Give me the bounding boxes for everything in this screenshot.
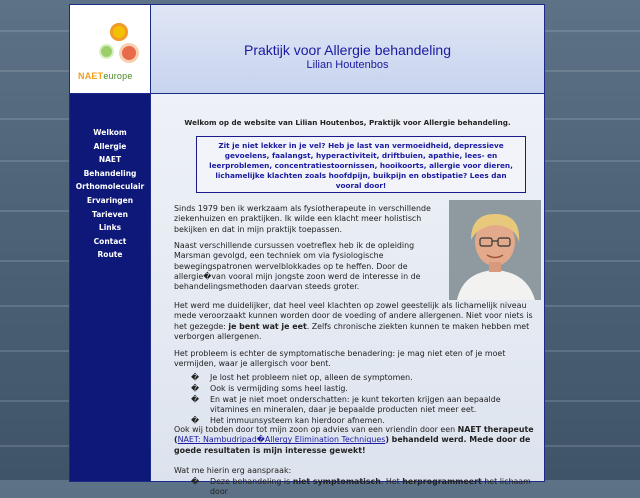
list-item-text: Je lost het probleem niet op, alleen de symptomen. (210, 373, 413, 382)
b2-bold-1: niet symptomatisch (292, 477, 381, 486)
naet-link[interactable]: NAET: Nambudripad�Allergy Elimination Techniques (177, 435, 386, 445)
logo-circle-yellow (110, 23, 128, 41)
training-paragraph: Naast verschillende cursussen voetreflex heb ik de opleiding Marsman gevolgd, een techniek om via fysiologische bewegingspatronen wervelblokkades op te heffen. Door de allergie�van vooral mijn jongste zoon werd de interesse in de behandelingsmethoden daarvan steeds groter. (174, 241, 421, 292)
naet-paragraph (174, 425, 534, 456)
nav-menu (70, 94, 150, 262)
page-title: Praktijk voor Allergie behandeling (243, 42, 451, 58)
food-text-b: . Zelfs chronische ziekten kunnen te maken hebben met verborgen allergenen. (174, 321, 530, 341)
nav-item-contact[interactable]: Contact (93, 236, 127, 246)
bullet-glyph: � (191, 416, 200, 425)
food-text-a: Het werd me duidelijker, dat heel veel klachten op zowel geestelijk als lichamelijk niveau mede veroorzaakt kunnen worden door de voeding of andere allergenen. Niet voor niets is het gezegde: (174, 301, 533, 331)
bullet-glyph: � (191, 373, 200, 382)
nav-item-allergie[interactable]: Allergie (93, 141, 127, 151)
problem-paragraph: Het probleem is echter de symptomatische benadering: je mag niet eten of je moet vermijden, waar je allergisch voor bent. (174, 349, 506, 369)
b2-text-a: Deze behandeling is (210, 477, 293, 486)
intro-paragraph: Sinds 1979 ben ik werkzaam als fysiotherapeute in verschillende ziekenhuizen en praktijken. Ik wilde een klacht meer holistisch bekijken en dat in mijn praktijk toepassen. (174, 204, 431, 234)
naet-text-b: ) behandeld werd. Mede door de goede resultaten is mijn interesse gewekt! (174, 435, 531, 455)
appeal-paragraph: Wat me hierin erg aanspraak: (174, 466, 292, 475)
logo-circle-orange (122, 46, 136, 60)
logo-circle-green (101, 46, 112, 57)
main-content (151, 94, 544, 497)
logo-brand-a: NAET (78, 71, 104, 81)
nav-item-tarieven[interactable]: Tarieven (92, 209, 128, 219)
naet-paren: ( (174, 435, 178, 445)
page-header (151, 5, 544, 94)
portrait-photo (449, 200, 541, 300)
nav-item-behandeling[interactable]: Behandeling (83, 168, 137, 178)
page-subtitle: Lilian Houtenbos (306, 59, 389, 71)
page-frame (69, 4, 545, 497)
bullet-glyph: � (191, 384, 200, 393)
list-item-text: En wat je niet moet onderschatten: je kunt tekorten krijgen aan bepaalde vitamines en mineralen, daar je bepaalde producten niet meer eet. (210, 395, 501, 415)
list-item-text (210, 477, 534, 498)
b2-text-b: . Het (380, 477, 403, 486)
list-item-text: Het immuunsysteem kan hierdoor afnemen. (210, 416, 385, 425)
list-item-text: Ook is vermijding soms heel lastig. (210, 384, 348, 393)
nav-item-orthomoleculair[interactable]: Orthomoleculair (75, 182, 145, 192)
portrait-image (449, 200, 541, 300)
logo-brand-b: europe (103, 71, 133, 81)
welcome-text: Welkom op de website van Lilian Houtenbos, Praktijk voor Allergie behandeling. (184, 118, 511, 127)
sidebar (70, 94, 151, 481)
b2-text-c: het lichaam door (210, 477, 531, 497)
b2-bold-2: herprogrammeert (402, 477, 482, 486)
nav-item-welkom[interactable]: Welkom (93, 128, 127, 137)
logo-text (78, 71, 133, 81)
nav-item-route[interactable]: Route (97, 250, 123, 260)
naet-text-bold: NAET therapeute (457, 425, 534, 434)
nav-item-links[interactable]: Links (98, 223, 122, 233)
bullet-glyph: � (191, 395, 200, 404)
nav-item-naet[interactable]: NAET (98, 155, 122, 165)
bullet-glyph: � (191, 477, 200, 486)
nav-item-ervaringen[interactable]: Ervaringen (86, 195, 134, 205)
logo[interactable] (70, 5, 151, 94)
callout-box: Zit je niet lekker in je vel? Heb je last van vermoeidheid, depressieve gevoelens, faalangst, hyperactiviteit, driftbuien, apathie, lees- en leerproblemen, concentratiestoornissen, hooikoorts, allergie voor dieren, lichamelijke klachten zoals hoofdpijn, buikpijn en obstipatie? Lees dan vooral door! (196, 136, 526, 193)
naet-text-a: Ook wij tobden door tot mijn zoon op advies van een vriendin door een (174, 425, 458, 434)
food-paragraph (174, 301, 534, 342)
food-text-bold: je bent wat je eet (228, 321, 307, 331)
